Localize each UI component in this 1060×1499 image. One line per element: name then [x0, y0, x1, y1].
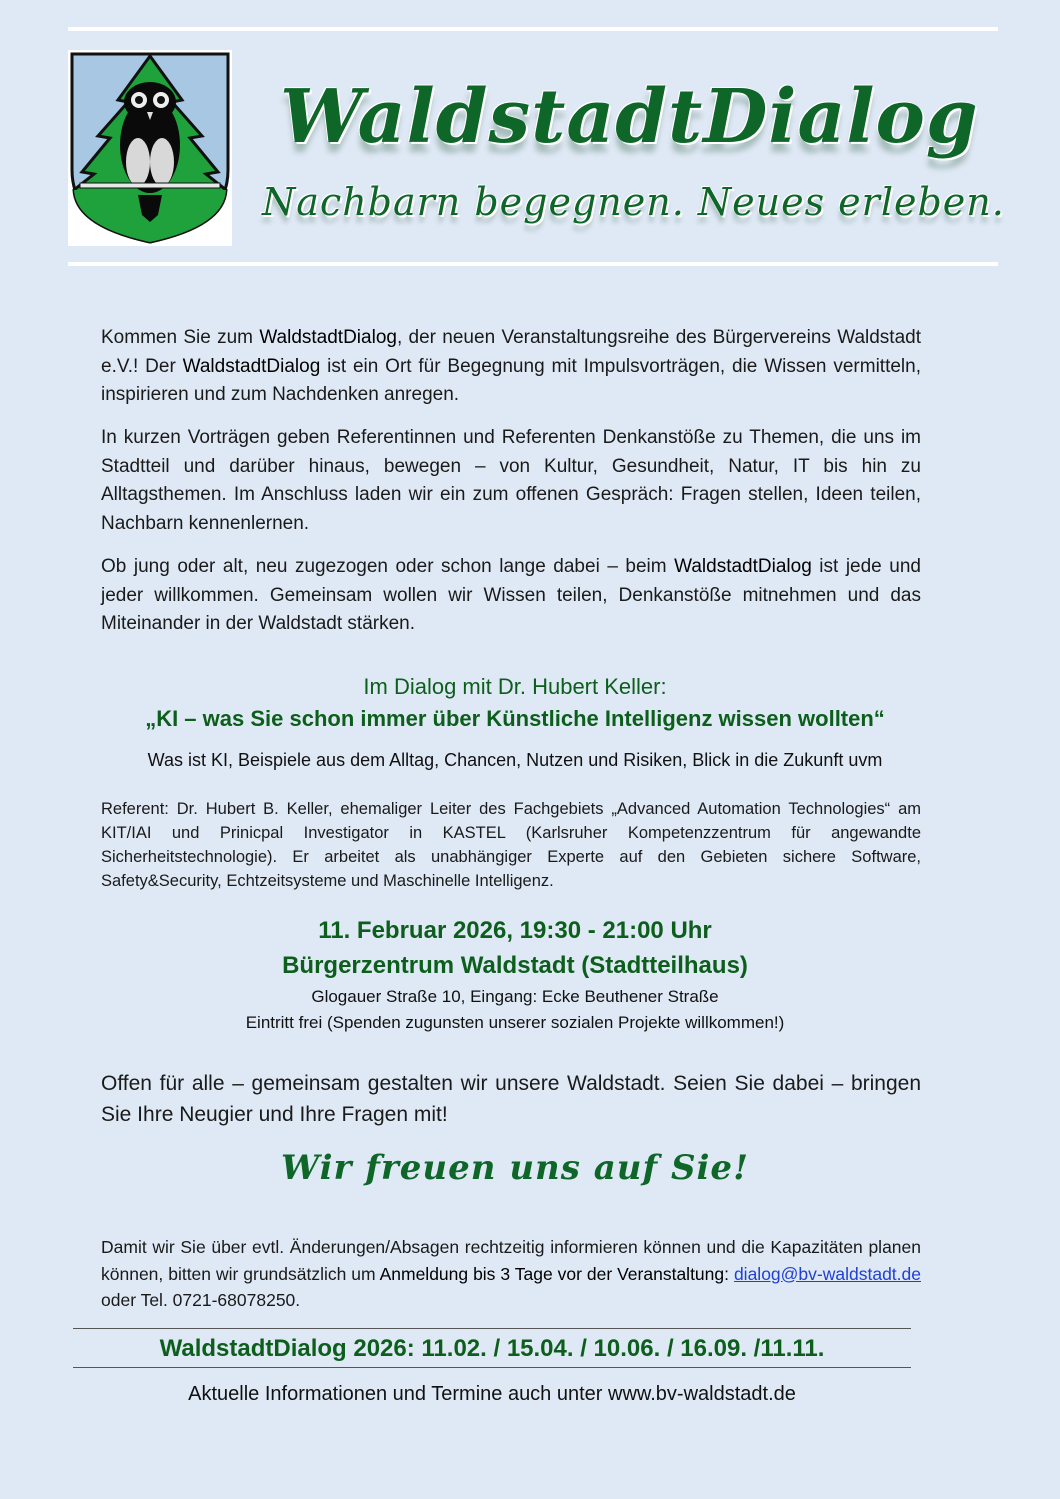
registration-paragraph: Damit wir Sie über evtl. Änderungen/Absagen rechtzeitig informieren können und die Kapazitäten planen können, bitten wir grundsätzlich um Anmeldung bis 3 Tage vor der Veranstaltung: dialog@bv-waldstadt.de oder Tel. 0721-68078250.: [101, 1237, 921, 1310]
brand-name: WaldstadtDialog: [674, 556, 812, 577]
top-divider: [68, 27, 998, 31]
intro-paragraph-3: Ob jung oder alt, neu zugezogen oder schon lange dabei – beim WaldstadtDialog ist jede und jeder willkommen. Gemeinsam wollen wir Wissen teilen, Denkanstöße mitnehmen und das Miteinander in der Waldstadt stärken.: [101, 556, 921, 634]
referent-bio: Referent: Dr. Hubert B. Keller, ehemaliger Leiter des Fachgebiets „Advanced Automation Technologies“ am KIT/IAI und Prinicpal Investigator in KASTEL (Karlsruher Kompetenzzentrum für angewandte Sicherheitstechnologie). Er arbeitet als unabhängiger Experte auf den Gebieten sichere Software, Safety&Security, Echtzeitsysteme und Maschinelle Intelligenz.: [101, 800, 921, 890]
dates-overview: WaldstadtDialog 2026: 11.02. / 15.04. / 10.06. / 16.09. /11.11.: [159, 1335, 825, 1362]
closing-slogan: Wir freuen uns auf Sie!: [281, 1148, 749, 1188]
event-venue: Bürgerzentrum Waldstadt (Stadtteilhaus): [282, 952, 748, 979]
footer-divider-bottom: [73, 1367, 911, 1368]
page-subtitle: Nachbarn begegnen. Neues erleben.: [262, 180, 1005, 224]
email-link[interactable]: dialog@bv-waldstadt.de: [733, 1263, 921, 1284]
intro-paragraph-2: In kurzen Vorträgen geben Referentinnen und Referenten Denkanstöße zu Themen, die uns im Stadtteil und darüber hinaus, bewegen – von Kultur, Gesundheit, Natur, IT bis hin zu Alltagsthemen. Im Anschluss laden wir ein zum offenen Gespräch: Fragen stellen, Ideen teilen, Nachbarn kennenlernen.: [101, 427, 921, 534]
event-date: 11. Februar 2026, 19:30 - 21:00 Uhr: [318, 917, 712, 944]
footer-info: Aktuelle Informationen und Termine auch unter www.bv-waldstadt.de: [188, 1383, 796, 1405]
owl-coat-of-arms-icon: [68, 50, 232, 246]
brand-name: WaldstadtDialog: [259, 327, 397, 348]
event-topic: „KI – was Sie schon immer über Künstliche Intelligenz wissen wollten“: [145, 706, 885, 731]
registration-deadline: Anmeldung bis 3 Tage vor der Veranstaltung:: [379, 1263, 729, 1284]
event-admission: Eintritt frei (Spenden zugunsten unserer sozialen Projekte willkommen!): [245, 1013, 785, 1032]
intro-paragraph-1: Kommen Sie zum WaldstadtDialog, der neuen Veranstaltungsreihe des Bürgervereins Waldstadt e.V.! Der WaldstadtDialog ist ein Ort für Begegnung mit Impulsvorträgen, die Wissen vermitteln, inspirieren und zum Nachdenken anregen.: [101, 327, 921, 405]
brand-name: WaldstadtDialog: [182, 355, 321, 377]
event-address: Glogauer Straße 10, Eingang: Ecke Beuthener Straße: [311, 987, 719, 1006]
header-divider: [68, 262, 998, 266]
event-topic-subtitle: Was ist KI, Beispiele aus dem Alltag, Chancen, Nutzen und Risiken, Blick in die Zukunft uvm: [147, 750, 883, 770]
dialog-with-heading: Im Dialog mit Dr. Hubert Keller:: [363, 674, 667, 699]
open-for-all-text: Offen für alle – gemeinsam gestalten wir unsere Waldstadt. Seien Sie dabei – bringen Sie Ihre Neugier und Ihre Fragen mit!: [101, 1072, 921, 1126]
page-title: WaldstadtDialog: [280, 74, 979, 160]
footer-divider-top: [73, 1328, 911, 1329]
